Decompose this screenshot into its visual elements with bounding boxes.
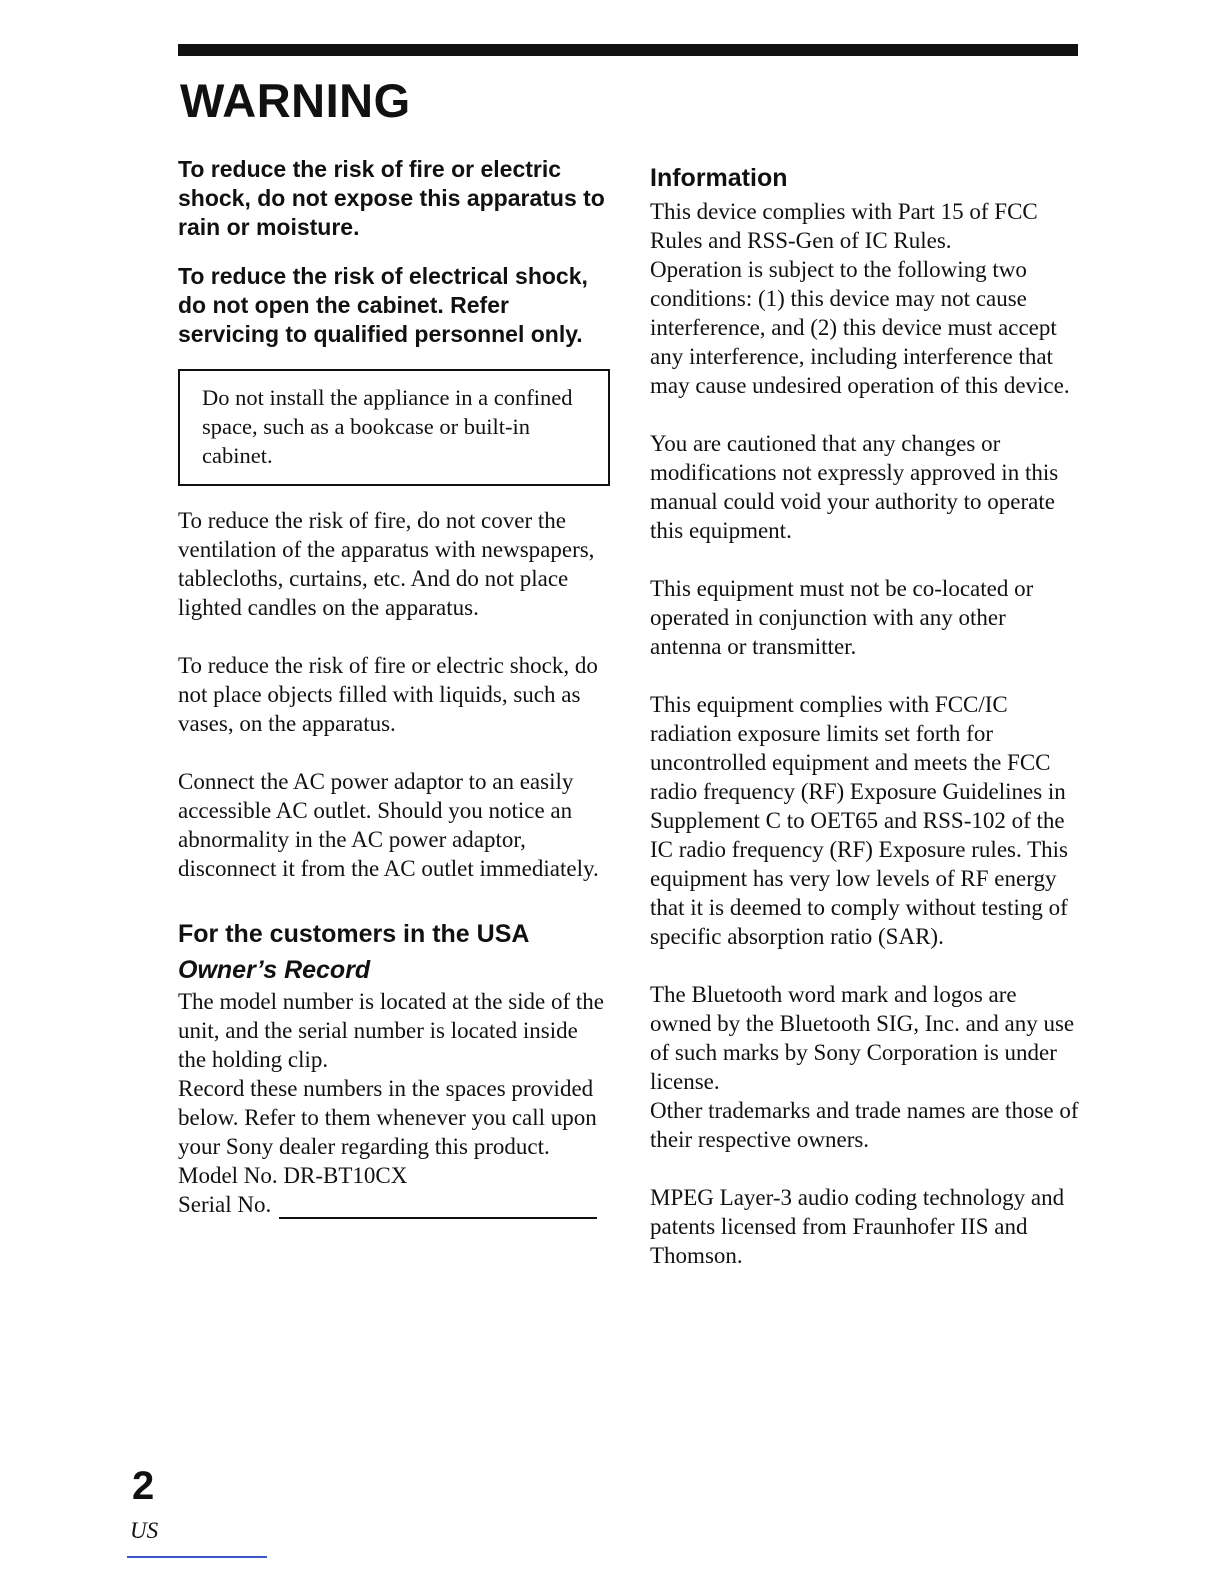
region-code: US — [130, 1518, 159, 1543]
page-number: 2 — [132, 1464, 155, 1508]
colocation-paragraph: This equipment must not be co-located or operated in conjunction with any other antenna or transmitter. — [650, 576, 1034, 659]
information-heading: Information — [650, 164, 788, 192]
warning-cabinet: To reduce the risk of electrical shock, do not open the cabinet. Refer servicing to qualified personnel only. — [178, 263, 588, 347]
top-rule — [178, 44, 1078, 56]
serial-number-blank — [279, 1195, 597, 1219]
owners-record-text: The model number is located at the side of the unit, and the serial number is located inside the holding clip. Record these numbers in the spaces provided below. Refer to them whenever you call upon your Sony dealer regarding this product. — [178, 989, 605, 1159]
boxed-notice — [178, 369, 610, 486]
fcc-compliance-paragraph: This device complies with Part 15 of FCC Rules and RSS-Gen of IC Rules. Operation is subject to the following two conditions: (1) this device may not cause interference, and (2) this device must accept any interference, including interference that may cause undesired operation of this device. — [650, 199, 1070, 398]
serial-number-label: Serial No. — [178, 1192, 272, 1217]
bottom-rule — [127, 1556, 267, 1558]
ac-adaptor-paragraph: Connect the AC power adaptor to an easily accessible AC outlet. Should you notice an abnormality in the AC power adaptor, disconnect it from the AC outlet immediately. — [178, 769, 599, 881]
owners-record-heading: Owner’s Record — [178, 956, 371, 984]
serial-number-line — [178, 1190, 610, 1219]
ventilation-paragraph: To reduce the risk of fire, do not cover the ventilation of the apparatus with newspapers, tablecloths, curtains, etc. And do not place lighted candles on the apparatus. — [178, 508, 595, 620]
page-title: WARNING — [180, 74, 411, 127]
mpeg-license-paragraph: MPEG Layer-3 audio coding technology and patents licensed from Fraunhofer IIS and Thomson. — [650, 1185, 1065, 1268]
bluetooth-trademark-paragraph: The Bluetooth word mark and logos are owned by the Bluetooth SIG, Inc. and any use of such marks by Sony Corporation is under license. Other trademarks and trade names are those of their respective owners. — [650, 982, 1079, 1152]
boxed-notice-text: Do not install the appliance in a confined space, such as a bookcase or built-in cabinet. — [202, 385, 573, 468]
liquids-paragraph: To reduce the risk of fire or electric shock, do not place objects filled with liquids, such as vases, on the apparatus. — [178, 653, 598, 736]
usa-heading: For the customers in the USA — [178, 920, 530, 948]
model-number: Model No. DR-BT10CX — [178, 1163, 408, 1188]
warning-moisture: To reduce the risk of fire or electric shock, do not expose this apparatus to rain or moisture. — [178, 156, 605, 240]
rf-exposure-paragraph: This equipment complies with FCC/IC radiation exposure limits set forth for uncontrolled equipment and meets the FCC radio frequency (RF) Exposure Guidelines in Supplement C to OET65 and RSS-102 of the IC radio frequency (RF) Exposure rules. This equipment has very low levels of RF energy that it is deemed to comply without testing of specific absorption ratio (SAR). — [650, 692, 1068, 949]
left-column — [178, 155, 610, 1219]
modifications-paragraph: You are cautioned that any changes or modifications not expressly approved in this manual could void your authority to operate this equipment. — [650, 431, 1059, 543]
right-column — [650, 161, 1082, 1299]
